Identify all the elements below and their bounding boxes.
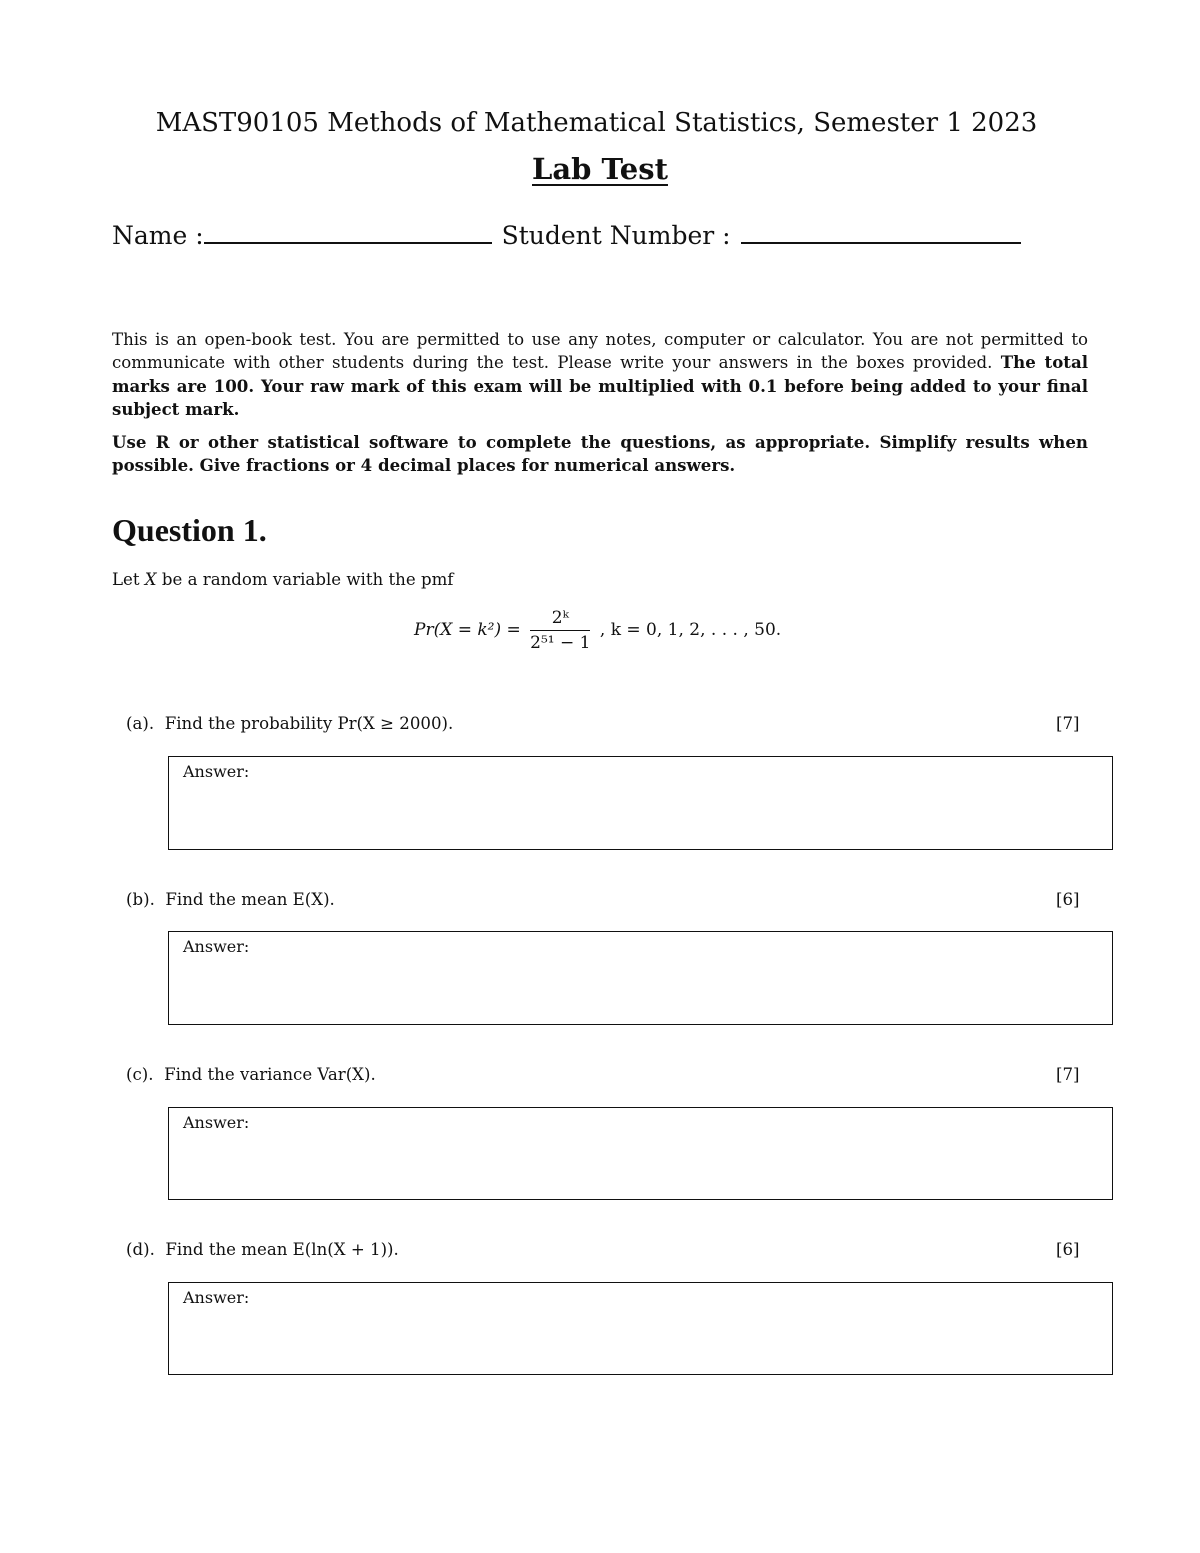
part-b-text: Find the mean E(X). bbox=[165, 890, 335, 909]
answer-label: Answer: bbox=[183, 937, 250, 956]
answer-label: Answer: bbox=[183, 1113, 250, 1132]
name-blank-line[interactable] bbox=[204, 220, 492, 244]
answer-label: Answer: bbox=[183, 1288, 250, 1307]
answer-box-b[interactable] bbox=[168, 931, 1113, 1025]
part-c-text: Find the variance Var(X). bbox=[164, 1065, 376, 1084]
student-number-label: Student Number : bbox=[501, 221, 731, 250]
part-d-text: Find the mean E(ln(X + 1)). bbox=[165, 1240, 399, 1259]
part-a-marks: [7] bbox=[1056, 714, 1080, 733]
part-c-label bbox=[126, 1065, 376, 1084]
pmf-denominator: 2⁵¹ − 1 bbox=[530, 633, 591, 653]
name-row bbox=[112, 220, 1021, 250]
answer-box-a[interactable] bbox=[168, 756, 1113, 850]
part-b-marks: [6] bbox=[1056, 890, 1080, 909]
intro-variable: X bbox=[144, 570, 157, 589]
part-a-text: Find the probability Pr(X ≥ 2000). bbox=[164, 714, 454, 733]
student-number-blank-line[interactable] bbox=[741, 220, 1021, 244]
pmf-equation bbox=[414, 608, 781, 653]
question-heading: Question 1. bbox=[112, 512, 267, 548]
instructions-p1-normal: This is an open-book test. You are permitted to use any notes, computer or calculator. You are not permitted to communicate with other students during the test. Please write your answers in the boxes provided. bbox=[112, 330, 1088, 373]
answer-label: Answer: bbox=[183, 762, 250, 781]
pmf-numerator: 2ᵏ bbox=[530, 608, 590, 631]
part-c-number: (c). bbox=[126, 1065, 154, 1084]
pmf-range: , k = 0, 1, 2, . . . , 50. bbox=[599, 620, 782, 640]
pmf-fraction bbox=[530, 608, 590, 653]
pmf-lhs: Pr(X = k²) = bbox=[414, 620, 521, 640]
part-b-number: (b). bbox=[126, 890, 155, 909]
course-title: MAST90105 Methods of Mathematical Statistics, Semester 1 2023 bbox=[155, 108, 1038, 138]
part-b-label bbox=[126, 890, 335, 909]
intro-prefix: Let bbox=[112, 570, 140, 589]
answer-box-c[interactable] bbox=[168, 1107, 1113, 1200]
part-d-label bbox=[126, 1240, 399, 1259]
part-c-marks: [7] bbox=[1056, 1065, 1080, 1084]
question-intro bbox=[112, 570, 453, 589]
instructions bbox=[112, 328, 1088, 488]
intro-suffix: be a random variable with the pmf bbox=[161, 570, 454, 589]
test-title-text: Lab Test bbox=[532, 152, 668, 186]
part-d-marks: [6] bbox=[1056, 1240, 1080, 1259]
part-a-label bbox=[126, 714, 453, 733]
name-label: Name : bbox=[112, 221, 204, 250]
instructions-p1-bold: The total marks are 100. Your raw mark of this exam will be multiplied with 0.1 before being added to your final subject mark. bbox=[112, 352, 1089, 419]
test-title bbox=[0, 152, 1200, 186]
part-d-number: (d). bbox=[126, 1240, 155, 1259]
instructions-paragraph-2: Use R or other statistical software to complete the questions, as appropriate. Simplify results when possible. Give fractions or 4 decimal places for numerical answers. bbox=[112, 432, 1088, 476]
answer-box-d[interactable] bbox=[168, 1282, 1113, 1375]
instructions-paragraph-1 bbox=[112, 328, 1088, 421]
part-a-number: (a). bbox=[126, 714, 155, 733]
